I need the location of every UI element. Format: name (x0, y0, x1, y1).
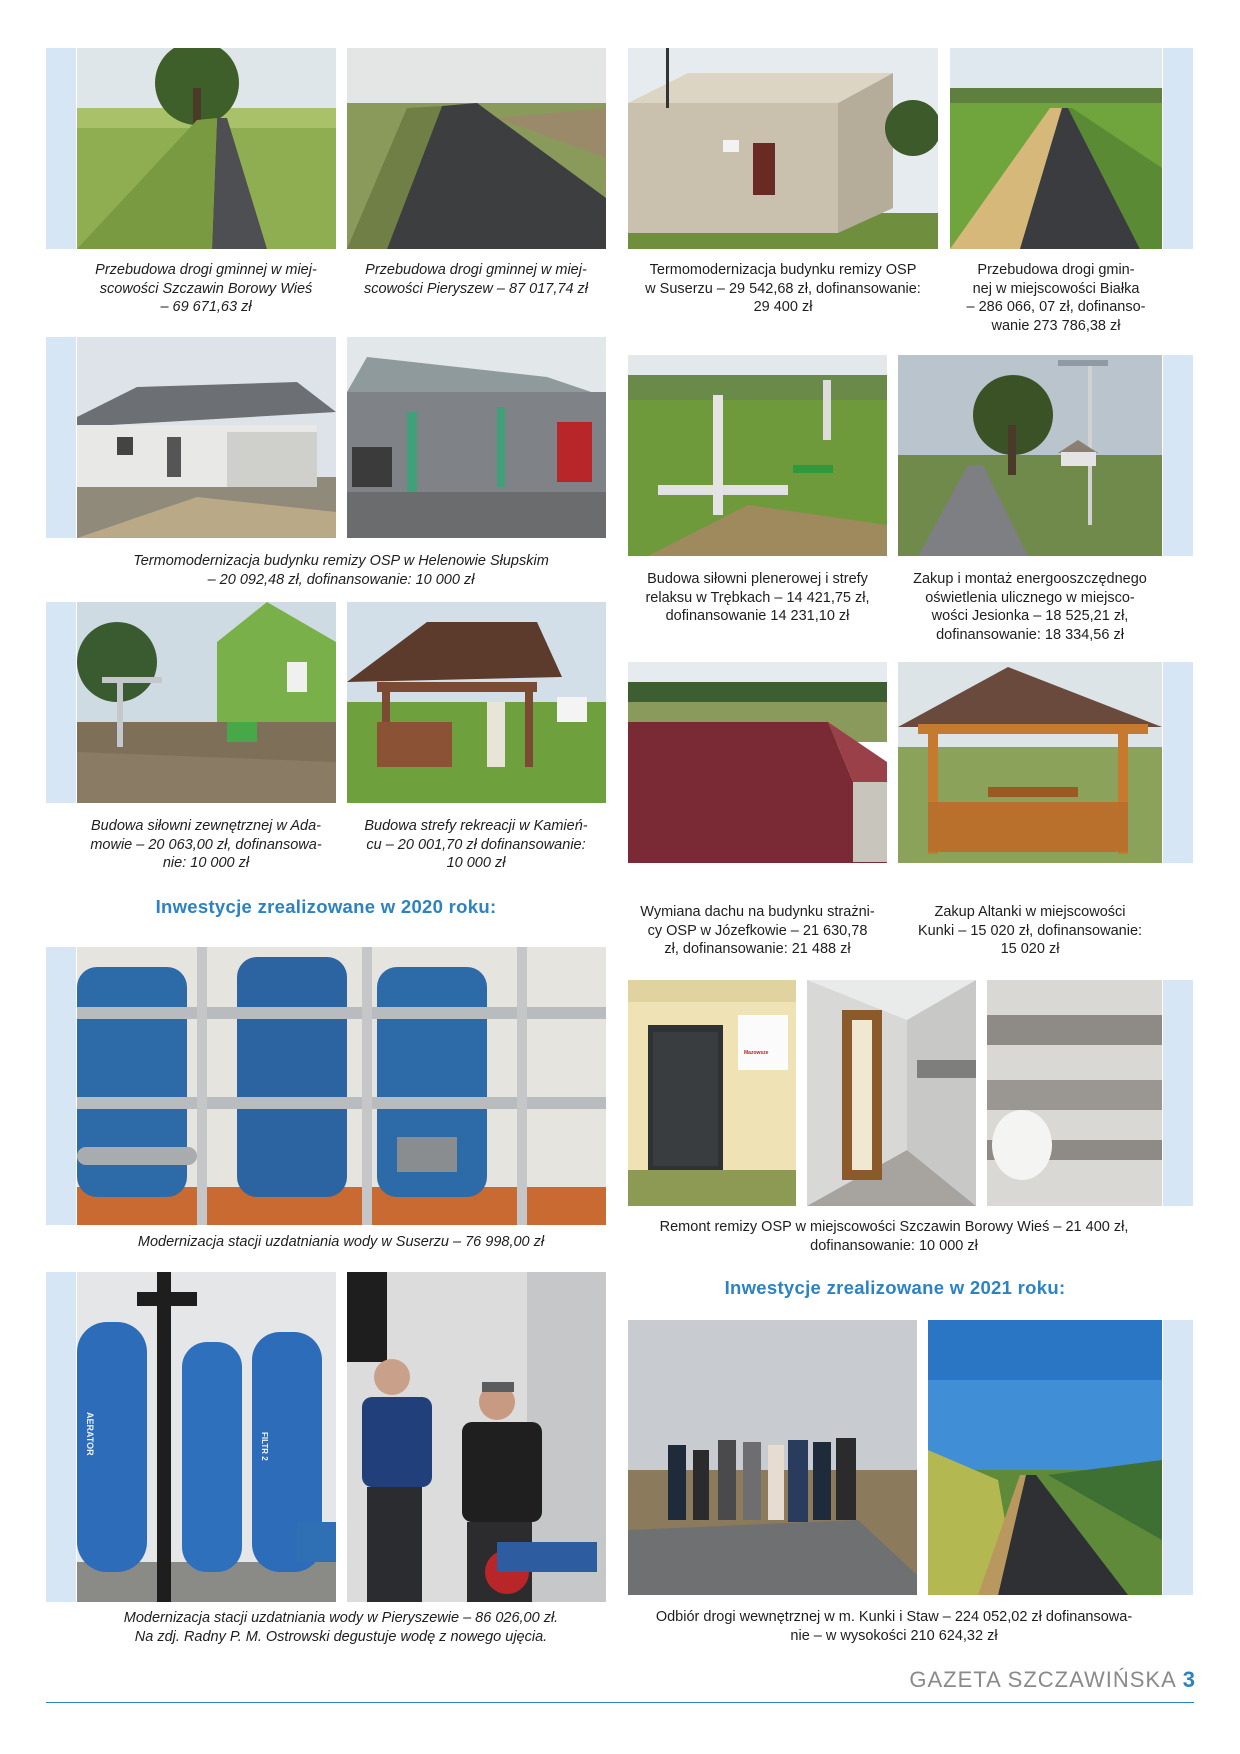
photo-fire-station-suserz (628, 48, 938, 249)
side-band (1163, 1320, 1193, 1595)
heading-investments-2020: Inwestycje zrealizowane w 2020 roku: (155, 896, 497, 917)
photo-gazebo-kunki (898, 662, 1162, 863)
caption-road-szczawin: Przebudowa drogi gminnej w miej- scowości Szczawin Borowy Wieś – 69 671,63 zł (95, 262, 317, 315)
side-band (1163, 48, 1193, 249)
caption-gazebo-kamien: Budowa strefy rekreacji w Kamień- cu – 20 001,70 zł dofinansowanie: 10 000 zł (364, 818, 588, 871)
caption-water-station-pieryszew: Modernizacja stacji uzdatniania wody w Pieryszewie – 86 026,00 zł. Na zdj. Radny P. M. Ostrowski degustuje wodę z nowego ujęcia. (123, 1610, 559, 1645)
caption-gym-trebki: Budowa siłowni plenerowej i strefy relaksu w Trębkach – 14 421,75 zł, dofinansowanie 14 231,10 zł (645, 571, 870, 624)
footer-publication (909, 1667, 1196, 1693)
tank-filter-label: FILTR 2 (260, 1432, 269, 1461)
side-band (46, 947, 76, 1225)
photo-water-station-pieryszew-people (347, 1272, 606, 1602)
side-band (46, 602, 76, 803)
caption-gazebo-kunki: Zakup Altanki w miejscowości Kunki – 15 020 zł, dofinansowanie: 15 020 zł (917, 904, 1143, 957)
sign-mazowsze-label: Mazowsze (744, 1050, 769, 1056)
side-band (1163, 980, 1193, 1206)
photo-gazebo-kamien (347, 602, 606, 803)
caption-roof-jozefkowo: Wymiana dachu na budynku strażni- cy OSP w Józefkowie – 21 630,78 zł, dofinansowanie: 21 488 zł (640, 904, 875, 957)
caption-fire-station-suserz: Termomodernizacja budynku remizy OSP w Suserzu – 29 542,68 zł, dofinansowanie: 29 400 zł (645, 262, 921, 315)
photo-gym-adamowo (77, 602, 336, 803)
photo-road-kunki-group (628, 1320, 917, 1595)
photo-fire-station-helenow-1 (77, 337, 336, 538)
caption-lighting-jesionka: Zakup i montaż energooszczędnego oświetlenia ulicznego w miejsco- wości Jesionka – 18 525,21 zł, dofinansowanie: 18 334,56 zł (913, 571, 1147, 643)
heading-investments-2021: Inwestycje zrealizowane w 2021 roku: (724, 1277, 1066, 1298)
photo-osp-szczawin-door (628, 980, 796, 1206)
photo-gym-trebki (628, 355, 887, 556)
tank-aerator-label: AERATOR (85, 1412, 95, 1456)
photo-lighting-jesionka (898, 355, 1162, 556)
footer-rule (46, 1702, 1194, 1703)
caption-fire-station-helenow: Termomodernizacja budynku remizy OSP w Helenowie Słupskim – 20 092,48 zł, dofinansowanie: 10 000 zł (133, 553, 549, 588)
photo-road-szczawin (77, 48, 336, 249)
footer-title: GAZETA SZCZAWIŃSKA (909, 1667, 1177, 1692)
photo-water-station-suserz (77, 947, 606, 1225)
caption-road-bialka: Przebudowa drogi gmin- nej w miejscowości Białka – 286 066, 07 zł, dofinanso- wanie 273 786,38 zł (966, 262, 1146, 334)
page-number: 3 (1182, 1667, 1196, 1692)
side-band (46, 337, 76, 538)
photo-road-pieryszew (347, 48, 606, 249)
side-band (46, 48, 76, 249)
caption-road-kunki-staw: Odbiór drogi wewnętrznej w m. Kunki i Staw – 224 052,02 zł dofinansowa- nie – w wysokości 210 624,32 zł (655, 1609, 1133, 1644)
side-band (1163, 662, 1193, 863)
photo-road-kunki-field (928, 1320, 1162, 1595)
photo-osp-szczawin-bathroom (987, 980, 1162, 1206)
photo-osp-szczawin-corridor (807, 980, 976, 1206)
photo-fire-station-helenow-2 (347, 337, 606, 538)
caption-osp-szczawin-remont: Remont remizy OSP w miejscowości Szczawin Borowy Wieś – 21 400 zł, dofinansowanie: 10 000 zł (659, 1219, 1129, 1254)
side-band (46, 1272, 76, 1602)
caption-water-station-suserz: Modernizacja stacji uzdatniania wody w Suserzu – 76 998,00 zł (137, 1234, 545, 1250)
caption-road-pieryszew: Przebudowa drogi gminnej w miej- scowości Pieryszew – 87 017,74 zł (363, 262, 589, 297)
photo-road-bialka (950, 48, 1162, 249)
photo-roof-jozefkowo (628, 662, 887, 863)
caption-gym-adamowo: Budowa siłowni zewnętrznej w Ada- mowie – 20 063,00 zł, dofinansowa- nie: 10 000 zł (90, 818, 322, 871)
side-band (1163, 355, 1193, 556)
photo-water-station-pieryszew-filters (77, 1272, 336, 1602)
